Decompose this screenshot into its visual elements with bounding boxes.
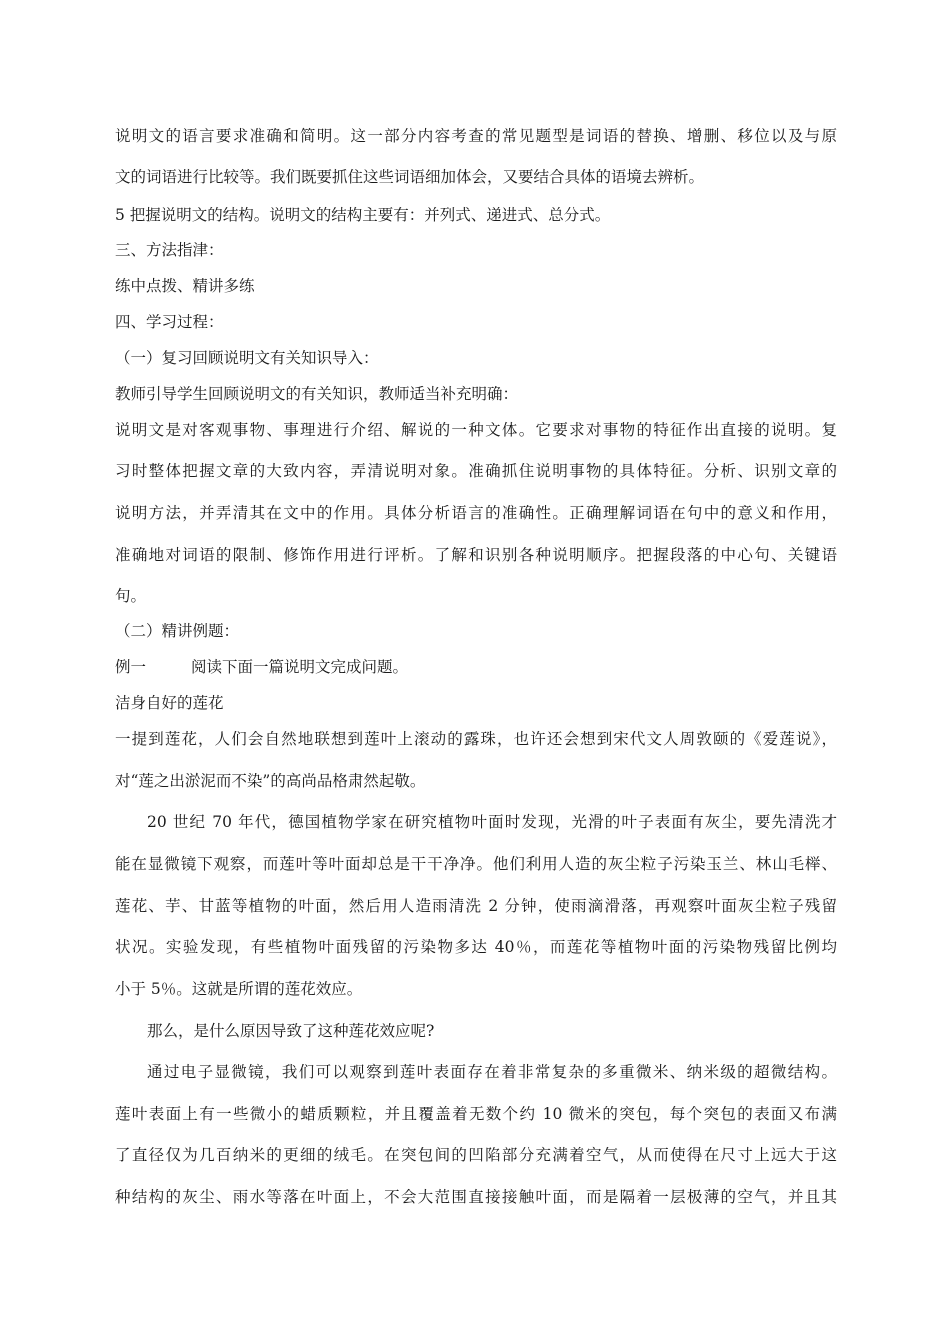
article-title: 洁身自好的莲花 [115,694,224,712]
paragraph-line: 一提到莲花，人们会自然地联想到莲叶上滚动的露珠，也许还会想到宋代文人周敦颐的《爱莲说》， [115,730,837,748]
paragraph-line: 状况。实验发现，有些植物叶面残留的污染物多达 40％，而莲花等植物叶面的污染物残留比例均 [115,938,837,956]
paragraph-line: 句。 [115,587,147,605]
paragraph-line: 文的词语进行比较等。我们既要抓住这些词语细加体会，又要结合具体的语境去辨析。 [115,168,705,186]
section-heading: 四、学习过程： [115,313,224,331]
paragraph-line: 教师引导学生回顾说明文的有关知识，教师适当补充明确： [115,385,519,403]
paragraph-line: 练中点拨、精讲多练 [115,277,255,295]
example-label: 例一 [115,658,147,676]
paragraph-line: 种结构的灰尘、雨水等落在叶面上，不会大范围直接接触叶面，而是隔着一层极薄的空气，并且其 [115,1188,837,1206]
paragraph-line: 对“莲之出淤泥而不染”的高尚品格肃然起敬。 [115,772,426,790]
paragraph-line: 能在显微镜下观察，而莲叶等叶面却总是干干净净。他们利用人造的灰尘粒子污染玉兰、林山毛榉、 [115,855,837,873]
paragraph-line: 小于 5％。这就是所谓的莲花效应。 [115,980,363,998]
paragraph-line: 了直径仅为几百纳米的更细的绒毛。在突包间的凹陷部分充满着空气，从而使得在尺寸上远大于这 [115,1146,837,1164]
paragraph-line: 说明方法，并弄清其在文中的作用。具体分析语言的准确性。正确理解词语在句中的意义和作用， [115,504,837,522]
paragraph-line: 莲花、芋、甘蓝等植物的叶面，然后用人造雨清洗 2 分钟，使雨滴滑落，再观察叶面灰尘粒子残留 [115,897,837,915]
paragraph-line: 5 把握说明文的结构。说明文的结构主要有：并列式、递进式、总分式。 [115,206,611,224]
section-heading: 三、方法指津： [115,241,224,259]
paragraph-line: 莲叶表面上有一些微小的蜡质颗粒，并且覆盖着无数个约 10 微米的突包，每个突包的表面又布满 [115,1105,837,1123]
paragraph-line: 通过电子显微镜，我们可以观察到莲叶表面存在着非常复杂的多重微米、纳米级的超微结构。 [147,1063,837,1081]
paragraph-line: 准确地对词语的限制、修饰作用进行评析。了解和识别各种说明顺序。把握段落的中心句、关键语 [115,546,837,564]
paragraph-line: 20 世纪 70 年代，德国植物学家在研究植物叶面时发现，光滑的叶子表面有灰尘，要先清洗才 [147,813,837,831]
subsection-heading: （一）复习回顾说明文有关知识导入： [115,349,379,367]
example-line [115,657,515,677]
paragraph-line: 说明文是对客观事物、事理进行介绍、解说的一种文体。它要求对事物的特征作出直接的说明。复 [115,421,837,439]
subsection-heading: （二）精讲例题： [115,622,240,640]
paragraph-line: 习时整体把握文章的大致内容，弄清说明对象。准确抓住说明事物的具体特征。分析、识别文章的 [115,462,837,480]
paragraph-line: 那么，是什么原因导致了这种莲花效应呢? [147,1022,435,1040]
example-instruction: 阅读下面一篇说明文完成问题。 [191,658,409,676]
paragraph-line: 说明文的语言要求准确和简明。这一部分内容考查的常见题型是词语的替换、增删、移位以及与原 [115,127,837,145]
